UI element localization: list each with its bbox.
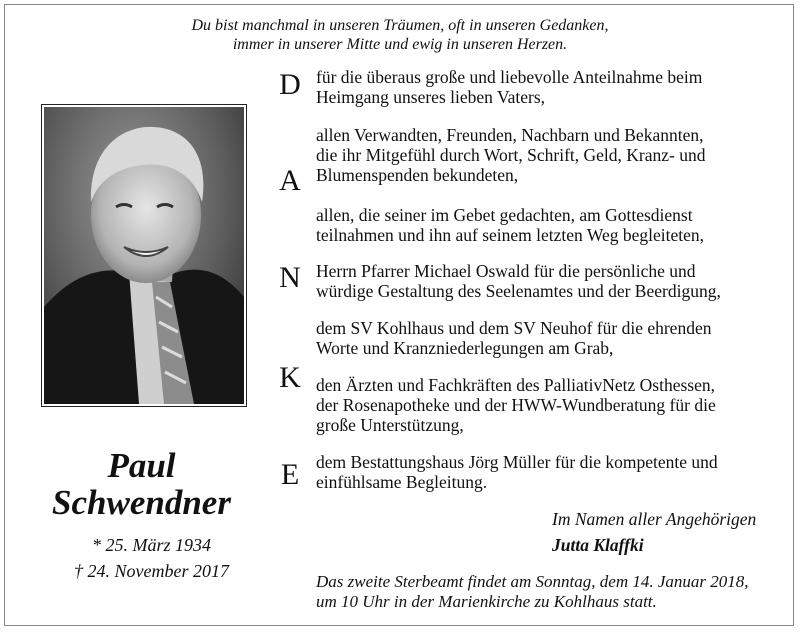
note-line: um 10 Uhr in der Marienkirche zu Kohlhaus statt. <box>316 592 657 611</box>
thanks-paragraph <box>316 452 786 492</box>
motto <box>0 16 800 54</box>
paragraph-line: für die überaus große und liebevolle Anteilnahme beim <box>316 67 703 87</box>
paragraph-line: Worte und Kranzniederlegungen am Grab, <box>316 338 614 358</box>
paragraph-line: dem SV Kohlhaus und dem SV Neuhof für die ehrenden <box>316 318 712 338</box>
signature-intro: Im Namen aller Angehörigen <box>552 509 757 529</box>
danke-letter-d: D <box>279 68 301 101</box>
thanks-paragraph <box>316 205 786 245</box>
note-line: Das zweite Sterbeamt findet am Sonntag, dem 14. Januar 2018, <box>316 572 749 591</box>
motto-line: immer in unserer Mitte und ewig in unseren Herzen. <box>232 36 568 53</box>
danke-letter-k: K <box>279 361 301 394</box>
danke-letter-n: N <box>279 261 301 294</box>
paragraph-line: der Rosenapotheke und der HWW-Wundberatung für die <box>316 395 716 415</box>
paragraph-line: allen Verwandten, Freunden, Nachbarn und Bekannten, <box>316 125 704 145</box>
paragraph-line: allen, die seiner im Gebet gedachten, am Gottesdienst <box>316 205 693 225</box>
death-date: † 24. November 2017 <box>74 561 229 581</box>
paragraph-line: Heimgang unseres lieben Vaters, <box>316 87 546 107</box>
paragraph-line: einfühlsame Begleitung. <box>316 472 488 492</box>
danke-letter-a: A <box>279 164 301 197</box>
thanks-paragraph <box>316 67 786 107</box>
paragraph-line: teilnahmen und ihn auf seinem letzten Weg begleiteten, <box>316 225 704 245</box>
birth-date: * 25. März 1934 <box>91 535 211 555</box>
deceased-first-name: Paul <box>107 446 176 485</box>
portrait-image <box>44 107 244 404</box>
portrait-photo <box>41 104 247 407</box>
paragraph-line: den Ärzten und Fachkräften des PalliativNetz Osthessen, <box>316 375 715 395</box>
thanks-paragraph <box>316 318 786 358</box>
paragraph-line: Herrn Pfarrer Michael Oswald für die persönliche und <box>316 261 696 281</box>
motto-line: Du bist manchmal in unseren Träumen, oft in unseren Gedanken, <box>191 17 609 34</box>
paragraph-line: große Unterstützung, <box>316 415 464 435</box>
deceased-last-name: Schwendner <box>52 483 231 522</box>
paragraph-line: dem Bestattungshaus Jörg Müller für die kompetente und <box>316 452 718 472</box>
paragraph-line: Blumenspenden bekundeten, <box>316 165 519 185</box>
thanks-paragraph <box>316 261 786 301</box>
thanks-paragraph <box>316 125 786 185</box>
paragraph-line: die ihr Mitgefühl durch Wort, Schrift, Geld, Kranz- und <box>316 145 706 165</box>
thanks-paragraph <box>316 375 786 435</box>
signature-name: Jutta Klaffki <box>552 535 644 555</box>
danke-letter-e: E <box>280 458 300 491</box>
paragraph-line: würdige Gestaltung des Seelenamtes und der Beerdigung, <box>316 281 721 301</box>
memorial-service-note <box>316 572 796 612</box>
